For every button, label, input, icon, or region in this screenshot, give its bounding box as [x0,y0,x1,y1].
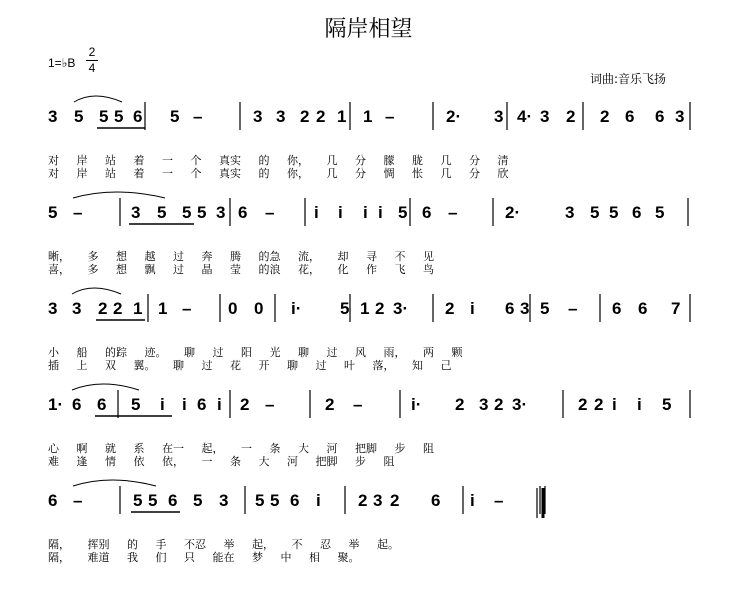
note: 5 [99,107,109,126]
lyric-line: 对 岸 站 着 一 个 真实 的 你， 几 分 惆 怅 几 分 欣 [48,167,509,180]
note: – [265,203,275,222]
note: 5 [540,299,550,318]
note: 1 [363,107,373,126]
slur [73,480,156,486]
note: i [612,395,617,414]
note: 0 [228,299,238,318]
note: 2 [98,299,108,318]
note: i [378,203,383,222]
note: 3 [219,491,229,510]
key-letter: B [67,56,76,70]
note: 6 [72,395,82,414]
note: 6 [133,107,143,126]
note: 1· [48,395,64,414]
note: 3 [48,107,58,126]
lyric-line: 喜， 多 想 飘 过 晶 莹 的浪 花， 化 作 飞 鸟 [48,263,434,276]
note: 5 [131,395,141,414]
note: 3 [520,299,530,318]
note: 3· [393,299,409,318]
note: 2 [390,491,400,510]
note: 6 [638,299,648,318]
note: 6 [632,203,642,222]
note: 3 [479,395,489,414]
note: – [73,203,83,222]
note: 3 [373,491,383,510]
slur [74,96,122,102]
note: i [217,395,222,414]
slur [72,288,121,294]
note: 2 [600,107,610,126]
note: – [353,395,363,414]
note: 5 [133,491,143,510]
note: 5 [157,203,167,222]
note: 5 [655,203,665,222]
note: 5 [170,107,180,126]
note: – [385,107,395,126]
note: 5 [48,203,58,222]
note: 6 [238,203,248,222]
note: 5 [340,299,350,318]
note: i [470,491,475,510]
note: 2 [455,395,465,414]
note: 2 [375,299,385,318]
note: 2 [316,107,326,126]
note: 6 [48,491,58,510]
note: 2 [494,395,504,414]
note: i· [291,299,302,318]
note: 6 [612,299,622,318]
note: 7 [671,299,681,318]
note: 2 [566,107,576,126]
note: – [265,395,275,414]
note: i [363,203,368,222]
note: 6 [97,395,107,414]
note: i [182,395,187,414]
note: i [314,203,319,222]
flat-icon: ♭ [61,56,68,70]
note: 3 [540,107,550,126]
note: i [316,491,321,510]
lyric-line: 对 岸 站 着 一 个 真实 的 你， 几 分 朦 胧 几 分 清 [48,154,509,167]
note: 3 [675,107,685,126]
lyric-line: 心 啊 就 系 在一 起， 一 条 大 河 把脚 步 阻 [48,442,434,455]
note: 6 [625,107,635,126]
note: 3 [216,203,226,222]
note: 6 [505,299,515,318]
note: 3 [253,107,263,126]
note: 5 [74,107,84,126]
slur [73,192,165,198]
credit: 词曲:音乐飞扬 [590,72,667,86]
note: 3 [494,107,504,126]
note: – [73,491,83,510]
note: 3 [565,203,575,222]
note: 6 [422,203,432,222]
note: 5 [148,491,158,510]
note: 5 [255,491,265,510]
note: 1 [133,299,143,318]
note: 2 [594,395,604,414]
note: 2· [446,107,462,126]
note: i· [411,395,422,414]
note: 5 [590,203,600,222]
note: 5 [270,491,280,510]
note: i [637,395,642,414]
note: i [470,299,475,318]
note: 5 [114,107,124,126]
note: 5 [182,203,192,222]
song-title: 隔岸相望 [324,17,413,42]
lyric-line: 难 逢 情 依 依， 一 条 大 河 把脚 步 阻 [48,455,395,468]
note: 2 [240,395,250,414]
note: 5 [662,395,672,414]
note: i [338,203,343,222]
lyric-line: 晰， 多 想 越 过 奔 腾 的急 流， 却 寻 不 见 [48,250,434,263]
note: 6 [290,491,300,510]
note: – [193,107,203,126]
note: 6 [197,395,207,414]
note: 5 [609,203,619,222]
note: i [160,395,165,414]
lyric-line: 小 船 的踪 迹。 聊 过 阳 光 聊 过 风 雨， 两 颗 [48,346,463,359]
note: 0 [254,299,264,318]
note: 3 [48,299,58,318]
slur [72,384,139,390]
note: – [448,203,458,222]
note: 6 [168,491,178,510]
note: 4· [517,107,533,126]
note: – [182,299,192,318]
note: 1 [360,299,370,318]
note: – [568,299,578,318]
lyric-line: 隔， 难道 我 们 只 能在 梦 中 相 聚。 [48,551,360,564]
note: 2 [358,491,368,510]
note: 1 [337,107,347,126]
note: – [494,491,504,510]
note: 3· [512,395,528,414]
note: 2 [300,107,310,126]
note: 5 [197,203,207,222]
note: 5 [398,203,408,222]
note: 2 [325,395,335,414]
time-bottom: 4 [88,61,96,75]
note: 3 [72,299,82,318]
note: 3 [131,203,141,222]
note: 3 [276,107,286,126]
note: 2 [113,299,123,318]
note: 1 [158,299,168,318]
note: 2 [445,299,455,318]
key-prefix: 1= [48,56,62,70]
lyric-line: 隔， 挥别 的 手 不忍 举 起， 不 忍 举 起。 [48,538,399,551]
time-top: 2 [88,45,96,59]
note: 5 [193,491,203,510]
note: 6 [655,107,665,126]
note: 2· [505,203,521,222]
note: 2 [578,395,588,414]
note: 6 [431,491,441,510]
lyric-line: 插 上 双 翼。 聊 过 花 开 聊 过 叶 落， 知 己 [48,359,452,372]
